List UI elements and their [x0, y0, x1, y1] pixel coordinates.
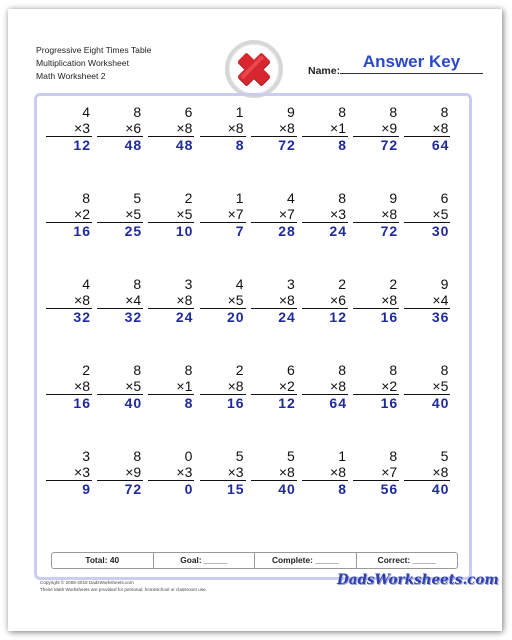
- problem-item: [97, 190, 143, 240]
- problem-answer: 15: [227, 481, 245, 497]
- problem-answer: 72: [278, 137, 296, 153]
- problem-item: [302, 104, 348, 154]
- problem-item: [404, 362, 450, 412]
- problem-item: [97, 276, 143, 326]
- problem-multiplicand: 8: [133, 276, 142, 292]
- copyright-line: Copyright © 2008-2018 DadsWorksheets.com: [40, 580, 134, 585]
- problem-multiplier: ×7: [200, 206, 246, 223]
- problem-multiplier: ×5: [404, 206, 450, 223]
- problem-multiplier: ×2: [251, 378, 297, 395]
- problem-item: [200, 190, 246, 240]
- name-label: Name:: [308, 65, 341, 77]
- problem-answer: 24: [175, 309, 194, 325]
- worksheet-subtitle: Multiplication Worksheet: [36, 58, 129, 68]
- name-underline: [340, 73, 483, 74]
- problem-item: [148, 276, 194, 326]
- answer-key-label: Answer Key: [362, 52, 461, 71]
- problem-answer: 32: [124, 309, 143, 325]
- problem-multiplicand: 8: [133, 448, 142, 464]
- problem-item: [302, 190, 348, 240]
- problem-multiplier: ×8: [46, 378, 92, 395]
- problem-answer: 72: [380, 223, 399, 239]
- problem-multiplicand: 4: [235, 276, 244, 292]
- problem-multiplier: ×3: [302, 206, 348, 223]
- problem-item: [46, 362, 92, 412]
- problem-multiplicand: 2: [389, 276, 398, 292]
- problem-multiplier: ×8: [251, 120, 297, 137]
- total-field: Total: 40: [52, 553, 154, 568]
- problem-multiplicand: 8: [440, 362, 449, 378]
- problem-item: [46, 190, 92, 240]
- problem-multiplicand: 8: [338, 190, 346, 206]
- problem-answer: 40: [278, 481, 296, 497]
- correct-field[interactable]: Correct: _____: [377, 555, 436, 565]
- problem-item: [46, 448, 92, 498]
- problem-multiplicand: 5: [133, 190, 142, 206]
- problem-multiplicand: 2: [82, 362, 90, 378]
- problem-multiplicand: 8: [389, 362, 398, 378]
- problem-answer: 32: [73, 309, 91, 325]
- problem-item: [97, 104, 143, 154]
- problem-answer: 40: [124, 395, 143, 411]
- problem-item: [251, 190, 297, 240]
- problem-item: [404, 276, 450, 326]
- problem-multiplicand: 8: [133, 104, 142, 120]
- problem-multiplicand: 8: [389, 104, 398, 120]
- problem-answer: 10: [175, 223, 194, 239]
- problem-item: [353, 276, 399, 326]
- problem-item: [353, 190, 399, 240]
- problem-answer: 12: [329, 309, 347, 325]
- problem-answer: 64: [431, 137, 450, 153]
- problem-multiplier: ×8: [404, 120, 450, 137]
- problem-answer: 9: [82, 481, 91, 497]
- problem-multiplicand: 1: [235, 104, 244, 120]
- problem-answer: 25: [124, 223, 143, 239]
- problem-multiplier: ×9: [353, 120, 399, 137]
- problem-multiplier: ×8: [404, 464, 450, 481]
- problem-item: [404, 190, 450, 240]
- problem-multiplicand: 1: [235, 190, 244, 206]
- problem-multiplicand: 8: [82, 190, 90, 206]
- problem-multiplier: ×8: [148, 292, 194, 309]
- problem-multiplier: ×4: [97, 292, 143, 309]
- problem-item: [302, 448, 348, 498]
- problem-item: [148, 104, 194, 154]
- problem-multiplier: ×8: [353, 292, 399, 309]
- problem-item: [404, 104, 450, 154]
- problem-multiplier: ×7: [251, 206, 297, 223]
- problem-answer: 8: [235, 137, 245, 153]
- problem-multiplicand: 4: [82, 104, 90, 120]
- problem-answer: 8: [338, 481, 347, 497]
- problem-multiplicand: 2: [235, 362, 244, 378]
- problem-answer: 56: [380, 481, 399, 497]
- problem-multiplier: ×8: [302, 464, 348, 481]
- problem-multiplier: ×1: [302, 120, 348, 137]
- red-x-badge-icon: [224, 39, 284, 99]
- problem-multiplicand: 3: [184, 276, 193, 292]
- problem-multiplicand: 5: [440, 448, 449, 464]
- problem-item: [302, 362, 348, 412]
- problem-multiplicand: 8: [184, 362, 193, 378]
- problem-multiplicand: 2: [338, 276, 346, 292]
- problem-multiplier: ×9: [97, 464, 143, 481]
- problem-item: [46, 276, 92, 326]
- brand-logo: DadsWorksheets.com: [337, 572, 499, 588]
- problem-multiplicand: 9: [440, 276, 449, 292]
- problem-item: [97, 448, 143, 498]
- problem-item: [200, 104, 246, 154]
- problem-multiplier: ×5: [97, 378, 143, 395]
- problem-item: [46, 104, 92, 154]
- problem-item: [251, 276, 297, 326]
- problem-item: [251, 104, 297, 154]
- problem-answer: 24: [278, 309, 296, 325]
- goal-field[interactable]: Goal: _____: [154, 553, 256, 568]
- problem-answer: 12: [278, 395, 296, 411]
- problem-multiplicand: 8: [133, 362, 142, 378]
- problem-multiplier: ×3: [148, 464, 194, 481]
- problem-multiplicand: 8: [338, 104, 346, 120]
- problem-multiplicand: 4: [82, 276, 90, 292]
- problem-multiplier: ×8: [46, 292, 92, 309]
- problem-answer: 48: [175, 137, 194, 153]
- problem-answer: 36: [431, 309, 450, 325]
- problem-item: [148, 448, 194, 498]
- problem-multiplier: ×5: [148, 206, 194, 223]
- problem-multiplicand: 6: [184, 104, 193, 120]
- problem-multiplicand: 1: [338, 448, 346, 464]
- problem-multiplier: ×8: [148, 120, 194, 137]
- problem-answer: 12: [73, 137, 91, 153]
- problem-item: [251, 448, 297, 498]
- worksheet-number: Math Worksheet 2: [36, 71, 106, 81]
- problem-item: [353, 362, 399, 412]
- problem-item: [200, 276, 246, 326]
- problem-answer: 16: [380, 309, 399, 325]
- worksheet-title: Progressive Eight Times Table: [36, 45, 152, 55]
- problem-item: [353, 104, 399, 154]
- problem-multiplicand: 9: [287, 104, 295, 120]
- problem-answer: 72: [380, 137, 399, 153]
- problem-multiplier: ×3: [200, 464, 246, 481]
- problem-multiplicand: 5: [287, 448, 295, 464]
- problem-answer: 28: [278, 223, 296, 239]
- problem-multiplier: ×8: [302, 378, 348, 395]
- complete-field[interactable]: Complete: _____: [255, 553, 357, 568]
- problem-multiplier: ×2: [353, 378, 399, 395]
- problem-multiplicand: 4: [287, 190, 295, 206]
- problem-answer: 72: [124, 481, 143, 497]
- problem-answer: 16: [380, 395, 399, 411]
- problem-item: [302, 276, 348, 326]
- problem-multiplier: ×8: [200, 120, 246, 137]
- problem-answer: 7: [235, 223, 245, 239]
- usage-line: These Math Worksheets are provided for personal, homeschool or classroom use.: [40, 586, 207, 592]
- problem-multiplicand: 6: [440, 190, 449, 206]
- problem-multiplicand: 3: [82, 448, 90, 464]
- problem-item: [97, 362, 143, 412]
- problem-item: [200, 362, 246, 412]
- problem-multiplier: ×8: [200, 378, 246, 395]
- problem-answer: 64: [329, 395, 347, 411]
- problem-multiplier: ×4: [404, 292, 450, 309]
- problem-item: [148, 190, 194, 240]
- problem-multiplier: ×3: [46, 120, 92, 137]
- problem-answer: 20: [227, 309, 245, 325]
- problem-item: [353, 448, 399, 498]
- problem-multiplier: ×8: [353, 206, 399, 223]
- problem-multiplier: ×6: [302, 292, 348, 309]
- problem-multiplier: ×2: [46, 206, 92, 223]
- problem-multiplier: ×3: [46, 464, 92, 481]
- problem-multiplicand: 6: [287, 362, 295, 378]
- problem-item: [200, 448, 246, 498]
- problem-answer: 8: [338, 137, 347, 153]
- problems-grid: [40, 104, 468, 529]
- problem-multiplicand: 3: [287, 276, 295, 292]
- problem-answer: 16: [73, 395, 91, 411]
- problem-item: [251, 362, 297, 412]
- problem-multiplicand: 0: [184, 448, 193, 464]
- problem-multiplier: ×5: [97, 206, 143, 223]
- problem-answer: 24: [329, 223, 347, 239]
- problem-multiplier: ×6: [97, 120, 143, 137]
- problem-multiplicand: 5: [235, 448, 244, 464]
- copyright-notice: [40, 580, 207, 593]
- problem-item: [148, 362, 194, 412]
- problem-multiplicand: 2: [184, 190, 193, 206]
- problem-multiplier: ×7: [353, 464, 399, 481]
- problem-answer: 16: [73, 223, 91, 239]
- problem-multiplier: ×8: [251, 464, 297, 481]
- problem-answer: 16: [227, 395, 245, 411]
- problem-multiplicand: 8: [338, 362, 346, 378]
- problem-multiplier: ×5: [404, 378, 450, 395]
- problem-answer: 0: [184, 481, 194, 497]
- problem-answer: 30: [431, 223, 450, 239]
- problem-multiplicand: 8: [389, 448, 398, 464]
- score-bar: [51, 552, 458, 569]
- problem-answer: 48: [124, 137, 143, 153]
- problem-multiplier: ×1: [148, 378, 194, 395]
- problem-multiplicand: 8: [440, 104, 449, 120]
- worksheet-title-block: [36, 44, 151, 83]
- problem-multiplier: ×5: [200, 292, 246, 309]
- problem-multiplicand: 9: [389, 190, 398, 206]
- problem-answer: 40: [431, 481, 450, 497]
- problem-item: [404, 448, 450, 498]
- problem-answer: 40: [431, 395, 450, 411]
- problem-multiplier: ×8: [251, 292, 297, 309]
- problem-answer: 8: [184, 395, 194, 411]
